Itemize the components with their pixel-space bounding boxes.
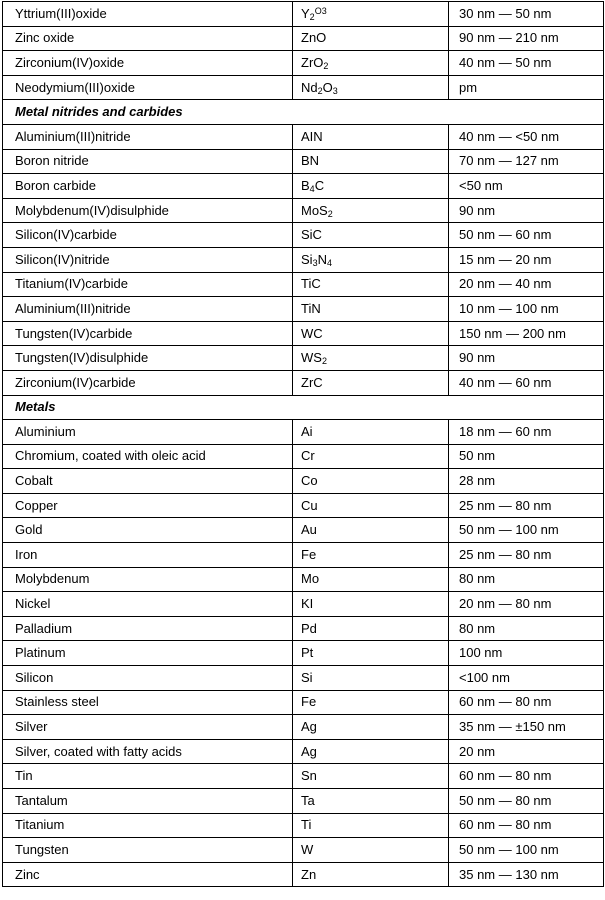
- table-body: [3, 2, 604, 887]
- formula-part: Ag: [301, 719, 317, 735]
- formula-cell: [293, 51, 449, 76]
- size-range-cell: 70 nm — 127 nm: [449, 149, 604, 174]
- formula-part: Y: [301, 5, 310, 21]
- material-name-cell: Palladium: [3, 616, 293, 641]
- table-row: [3, 149, 604, 174]
- chemical-formula: [301, 55, 328, 70]
- size-range-cell: 40 nm — <50 nm: [449, 124, 604, 149]
- formula-cell: [293, 26, 449, 51]
- material-name-cell: Silver: [3, 715, 293, 740]
- material-name-cell: Zirconium(IV)oxide: [3, 51, 293, 76]
- size-range-cell: <50 nm: [449, 174, 604, 199]
- table-row: [3, 297, 604, 322]
- formula-part: Ag: [301, 743, 317, 759]
- chemical-formula: [301, 793, 315, 808]
- size-range-cell: 80 nm: [449, 567, 604, 592]
- table-row: [3, 346, 604, 371]
- table-row: [3, 124, 604, 149]
- table-row: [3, 420, 604, 445]
- table-row: [3, 198, 604, 223]
- size-range-cell: 80 nm: [449, 616, 604, 641]
- table-row: [3, 764, 604, 789]
- chemical-formula: [301, 719, 317, 734]
- table-row: [3, 616, 604, 641]
- size-range-cell: pm: [449, 75, 604, 100]
- size-range-cell: 15 nm — 20 nm: [449, 247, 604, 272]
- chemical-formula: [301, 547, 316, 562]
- formula-cell: [293, 813, 449, 838]
- chemical-formula: [301, 6, 327, 21]
- size-range-cell: 50 nm — 100 nm: [449, 838, 604, 863]
- chemical-formula: [301, 621, 317, 636]
- table-row: [3, 690, 604, 715]
- chemical-formula: [301, 350, 327, 365]
- formula-cell: [293, 420, 449, 445]
- formula-part: SiC: [301, 227, 322, 243]
- table-row: [3, 75, 604, 100]
- formula-cell: [293, 616, 449, 641]
- chemical-formula: [301, 498, 318, 513]
- formula-part: Fe: [301, 546, 317, 562]
- formula-part: AIN: [301, 128, 323, 144]
- size-range-cell: 90 nm — 210 nm: [449, 26, 604, 51]
- size-range-cell: 28 nm: [449, 469, 604, 494]
- formula-cell: [293, 124, 449, 149]
- formula-cell: [293, 838, 449, 863]
- material-name-cell: Tin: [3, 764, 293, 789]
- formula-cell: [293, 518, 449, 543]
- material-name-cell: Gold: [3, 518, 293, 543]
- formula-part: C: [314, 177, 325, 193]
- material-name-cell: Aluminium(III)nitride: [3, 297, 293, 322]
- section-header-row: [3, 395, 604, 420]
- size-range-cell: 10 nm — 100 nm: [449, 297, 604, 322]
- material-name-cell: Yttrium(III)oxide: [3, 2, 293, 27]
- size-range-cell: <100 nm: [449, 666, 604, 691]
- formula-subscript: 4: [326, 257, 332, 268]
- formula-part: Nd: [301, 79, 318, 95]
- size-range-cell: 20 nm — 40 nm: [449, 272, 604, 297]
- material-name-cell: Zirconium(IV)carbide: [3, 370, 293, 395]
- chemical-formula: [301, 30, 326, 45]
- formula-cell: [293, 592, 449, 617]
- table-row: [3, 469, 604, 494]
- chemical-formula: [301, 252, 332, 267]
- size-range-cell: 50 nm — 100 nm: [449, 518, 604, 543]
- material-name-cell: Molybdenum: [3, 567, 293, 592]
- chemical-formula: [301, 522, 317, 537]
- formula-part: TiN: [301, 300, 321, 316]
- formula-part: ZnO: [301, 30, 327, 46]
- formula-part: BN: [301, 153, 320, 169]
- formula-part: O: [322, 79, 333, 95]
- material-name-cell: Neodymium(III)oxide: [3, 75, 293, 100]
- nanomaterials-table: [2, 1, 604, 887]
- formula-superscript: O3: [314, 5, 327, 16]
- table-row: [3, 444, 604, 469]
- formula-cell: [293, 198, 449, 223]
- formula-part: Mo: [301, 571, 320, 587]
- table-row: [3, 543, 604, 568]
- table-row: [3, 493, 604, 518]
- table-row: [3, 789, 604, 814]
- formula-part: Si: [301, 251, 313, 267]
- table-row: [3, 518, 604, 543]
- chemical-formula: [301, 301, 321, 316]
- chemical-formula: [301, 424, 313, 439]
- formula-subscript: 2: [309, 11, 315, 22]
- formula-subscript: 4: [309, 183, 315, 194]
- section-title: Metal nitrides and carbides: [3, 100, 604, 125]
- formula-cell: [293, 297, 449, 322]
- chemical-formula: [301, 645, 313, 660]
- formula-cell: [293, 2, 449, 27]
- chemical-formula: [301, 596, 313, 611]
- size-range-cell: 35 nm — ±150 nm: [449, 715, 604, 740]
- chemical-formula: [301, 694, 316, 709]
- formula-part: Cu: [301, 497, 318, 513]
- formula-cell: [293, 469, 449, 494]
- formula-cell: [293, 493, 449, 518]
- formula-part: Zn: [301, 866, 317, 882]
- material-name-cell: Aluminium: [3, 420, 293, 445]
- chemical-formula: [301, 744, 317, 759]
- size-range-cell: 25 nm — 80 nm: [449, 493, 604, 518]
- formula-cell: [293, 75, 449, 100]
- chemical-formula: [301, 670, 313, 685]
- material-name-cell: Copper: [3, 493, 293, 518]
- chemical-formula: [301, 80, 338, 95]
- size-range-cell: 18 nm — 60 nm: [449, 420, 604, 445]
- chemical-formula: [301, 571, 319, 586]
- size-range-cell: 40 nm — 50 nm: [449, 51, 604, 76]
- table-row: [3, 370, 604, 395]
- formula-cell: [293, 862, 449, 887]
- table-row: [3, 272, 604, 297]
- table-row: [3, 715, 604, 740]
- chemical-formula: [301, 153, 319, 168]
- table-row: [3, 26, 604, 51]
- chemical-formula: [301, 768, 317, 783]
- material-name-cell: Tantalum: [3, 789, 293, 814]
- formula-part: Fe: [301, 694, 317, 710]
- formula-part: WC: [301, 325, 323, 341]
- formula-cell: [293, 690, 449, 715]
- formula-part: Pd: [301, 620, 317, 636]
- chemical-formula: [301, 375, 323, 390]
- formula-part: Ti: [301, 817, 312, 833]
- material-name-cell: Boron nitride: [3, 149, 293, 174]
- size-range-cell: 25 nm — 80 nm: [449, 543, 604, 568]
- section-title: Metals: [3, 395, 604, 420]
- material-name-cell: Silicon(IV)nitride: [3, 247, 293, 272]
- size-range-cell: 90 nm: [449, 346, 604, 371]
- size-range-cell: 60 nm — 80 nm: [449, 764, 604, 789]
- formula-part: B: [301, 177, 310, 193]
- material-name-cell: Iron: [3, 543, 293, 568]
- material-name-cell: Silicon: [3, 666, 293, 691]
- table-row: [3, 641, 604, 666]
- table-row: [3, 174, 604, 199]
- formula-cell: [293, 739, 449, 764]
- formula-subscript: 3: [332, 85, 338, 96]
- formula-part: Sn: [301, 768, 317, 784]
- material-name-cell: Zinc: [3, 862, 293, 887]
- size-range-cell: 20 nm: [449, 739, 604, 764]
- formula-subscript: 2: [317, 85, 323, 96]
- chemical-formula: [301, 842, 313, 857]
- table-row: [3, 2, 604, 27]
- size-range-cell: 30 nm — 50 nm: [449, 2, 604, 27]
- formula-part: KI: [301, 596, 314, 612]
- material-name-cell: Silver, coated with fatty acids: [3, 739, 293, 764]
- table-row: [3, 862, 604, 887]
- formula-subscript: 2: [323, 60, 329, 71]
- material-name-cell: Molybdenum(IV)disulphide: [3, 198, 293, 223]
- section-header-row: [3, 100, 604, 125]
- material-name-cell: Titanium(IV)carbide: [3, 272, 293, 297]
- size-range-cell: 35 nm — 130 nm: [449, 862, 604, 887]
- table-row: [3, 247, 604, 272]
- chemical-formula: [301, 203, 333, 218]
- chemical-formula: [301, 867, 316, 882]
- formula-part: W: [301, 841, 314, 857]
- formula-part: Ta: [301, 792, 315, 808]
- material-name-cell: Silicon(IV)carbide: [3, 223, 293, 248]
- formula-cell: [293, 567, 449, 592]
- material-name-cell: Boron carbide: [3, 174, 293, 199]
- formula-cell: [293, 764, 449, 789]
- size-range-cell: 50 nm: [449, 444, 604, 469]
- formula-part: TiC: [301, 276, 321, 292]
- material-name-cell: Chromium, coated with oleic acid: [3, 444, 293, 469]
- formula-cell: [293, 715, 449, 740]
- chemical-formula: [301, 276, 321, 291]
- formula-cell: [293, 272, 449, 297]
- formula-cell: [293, 149, 449, 174]
- formula-part: Ai: [301, 423, 313, 439]
- formula-cell: [293, 174, 449, 199]
- formula-part: Cr: [301, 448, 315, 464]
- formula-cell: [293, 247, 449, 272]
- material-name-cell: Tungsten: [3, 838, 293, 863]
- chemical-formula: [301, 326, 323, 341]
- chemical-formula: [301, 178, 324, 193]
- size-range-cell: 50 nm — 80 nm: [449, 789, 604, 814]
- table-row: [3, 51, 604, 76]
- formula-subscript: 3: [312, 257, 318, 268]
- table-row: [3, 567, 604, 592]
- size-range-cell: 50 nm — 60 nm: [449, 223, 604, 248]
- chemical-formula: [301, 227, 322, 242]
- formula-part: MoS: [301, 202, 328, 218]
- formula-cell: [293, 543, 449, 568]
- size-range-cell: 60 nm — 80 nm: [449, 813, 604, 838]
- formula-part: Si: [301, 669, 313, 685]
- size-range-cell: 20 nm — 80 nm: [449, 592, 604, 617]
- material-name-cell: Cobalt: [3, 469, 293, 494]
- material-name-cell: Zinc oxide: [3, 26, 293, 51]
- formula-part: N: [317, 251, 327, 267]
- formula-cell: [293, 789, 449, 814]
- material-name-cell: Tungsten(IV)disulphide: [3, 346, 293, 371]
- formula-cell: [293, 346, 449, 371]
- size-range-cell: 60 nm — 80 nm: [449, 690, 604, 715]
- material-name-cell: Tungsten(IV)carbide: [3, 321, 293, 346]
- formula-cell: [293, 444, 449, 469]
- material-name-cell: Platinum: [3, 641, 293, 666]
- formula-cell: [293, 321, 449, 346]
- table-row: [3, 838, 604, 863]
- table-row: [3, 666, 604, 691]
- table-row: [3, 223, 604, 248]
- formula-part: ZrC: [301, 374, 323, 390]
- material-name-cell: Stainless steel: [3, 690, 293, 715]
- table-row: [3, 813, 604, 838]
- formula-part: Au: [301, 522, 317, 538]
- formula-part: ZrO: [301, 54, 324, 70]
- size-range-cell: 90 nm: [449, 198, 604, 223]
- chemical-formula: [301, 448, 315, 463]
- table-row: [3, 739, 604, 764]
- size-range-cell: 150 nm — 200 nm: [449, 321, 604, 346]
- material-name-cell: Nickel: [3, 592, 293, 617]
- formula-part: WS: [301, 350, 322, 366]
- formula-subscript: 2: [321, 356, 327, 367]
- formula-cell: [293, 223, 449, 248]
- table-row: [3, 321, 604, 346]
- formula-cell: [293, 641, 449, 666]
- size-range-cell: 40 nm — 60 nm: [449, 370, 604, 395]
- formula-subscript: 2: [327, 208, 333, 219]
- formula-cell: [293, 370, 449, 395]
- table-row: [3, 592, 604, 617]
- material-name-cell: Titanium: [3, 813, 293, 838]
- formula-part: Pt: [301, 645, 314, 661]
- chemical-formula: [301, 817, 311, 832]
- size-range-cell: 100 nm: [449, 641, 604, 666]
- chemical-formula: [301, 129, 323, 144]
- formula-cell: [293, 666, 449, 691]
- material-name-cell: Aluminium(III)nitride: [3, 124, 293, 149]
- chemical-formula: [301, 473, 318, 488]
- formula-part: Co: [301, 473, 318, 489]
